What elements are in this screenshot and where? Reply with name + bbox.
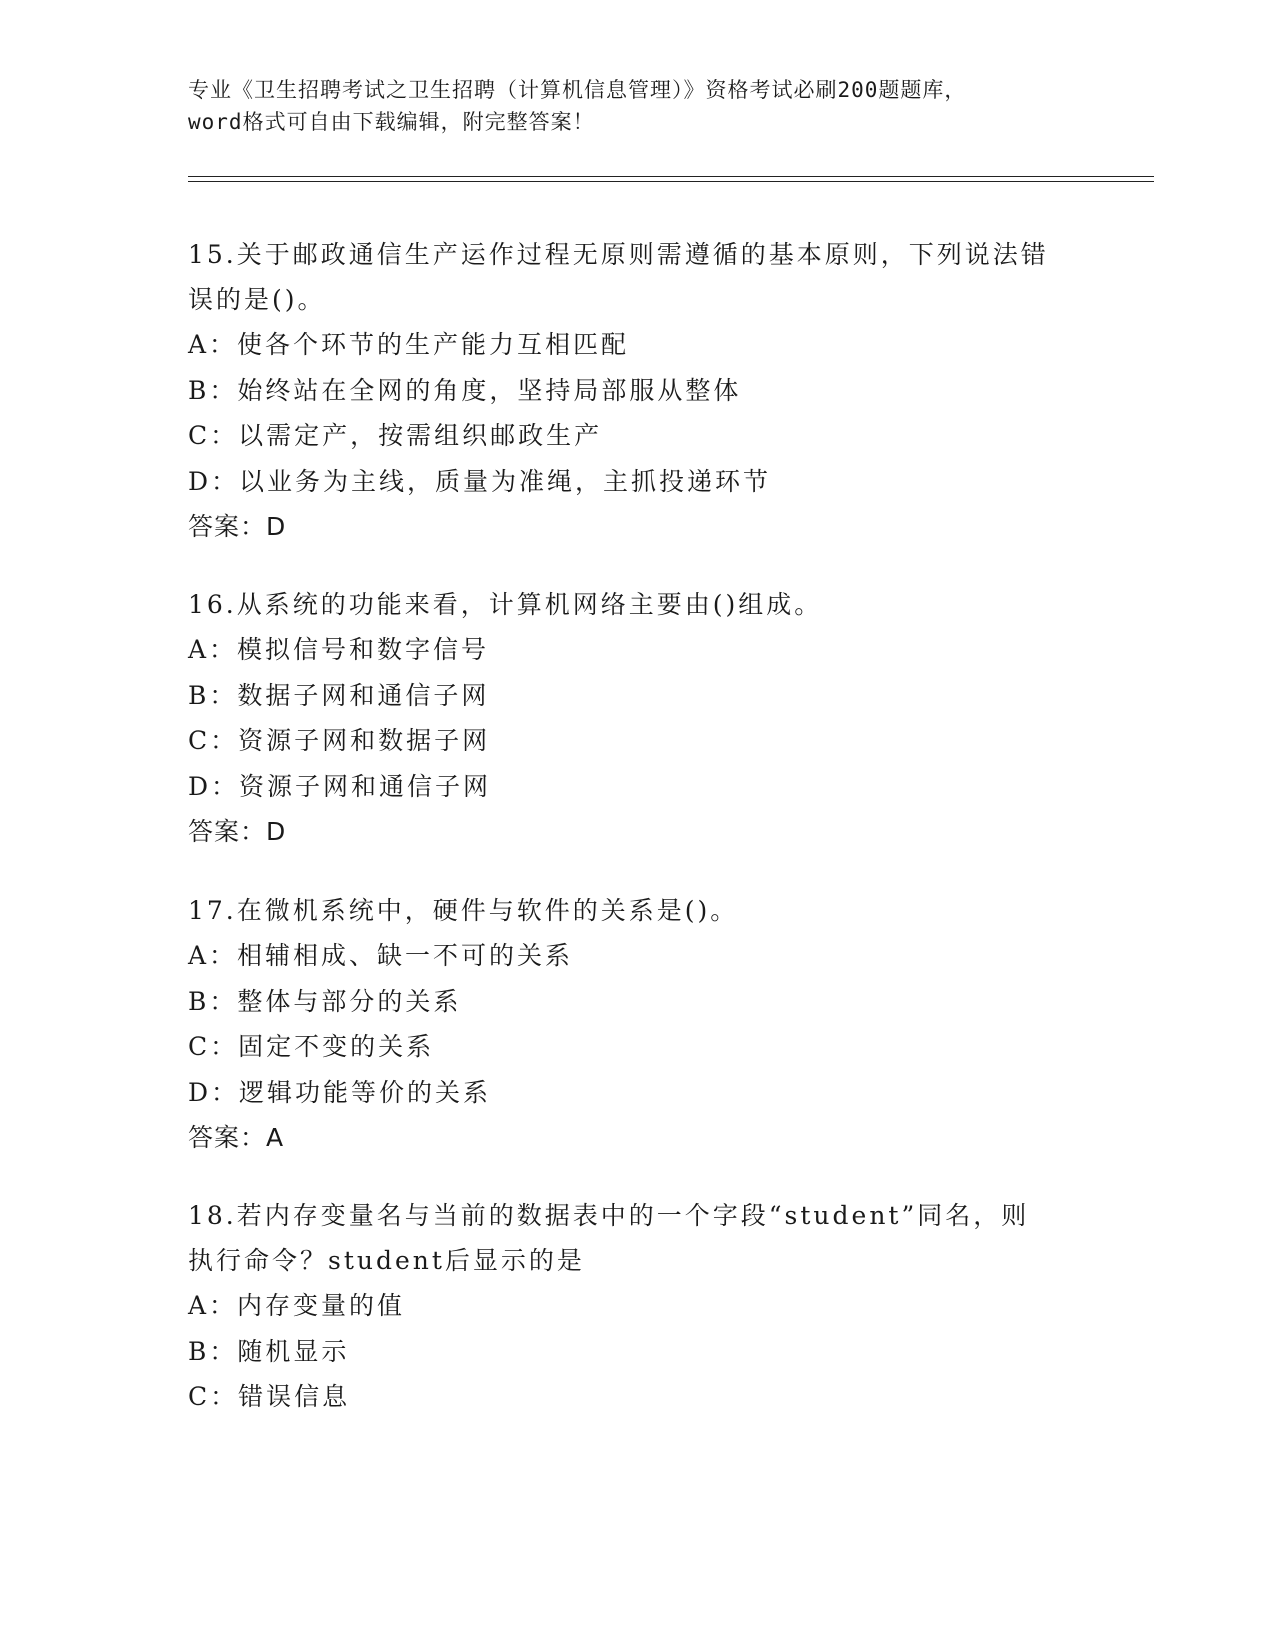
document-header: [188, 74, 1088, 138]
question-stem-line-1: 17.在微机系统中，硬件与软件的关系是()。: [188, 896, 739, 925]
question-stem-line-1: 15.关于邮政通信生产运作过程无原则需遵循的基本原则，下列说法错: [188, 240, 1049, 269]
option-a: A：内存变量的值: [188, 1291, 406, 1320]
option-b: B：数据子网和通信子网: [188, 680, 490, 710]
option-c: C：以需定产，按需组织邮政生产: [188, 421, 603, 450]
question-stem-line-2: 误的是()。: [188, 285, 326, 314]
option-a: A：相辅相成、缺一不可的关系: [188, 941, 574, 970]
question-stem-line-2: 执行命令？student后显示的是: [188, 1246, 585, 1275]
header-line-1: 专业《卫生招聘考试之卫生招聘（计算机信息管理）》资格考试必刷200题题库，: [188, 78, 967, 102]
header-divider-bottom: [188, 181, 1154, 182]
question-18: [188, 1193, 1088, 1420]
option-b: B：始终站在全网的角度，坚持局部服从整体: [188, 375, 742, 405]
option-b: B：随机显示: [188, 1336, 350, 1366]
header-line-2: word格式可自由下载编辑，附完整答案！: [188, 110, 595, 134]
question-15: [188, 232, 1088, 549]
answer: 答案：D: [188, 512, 287, 541]
question-stem-line-1: 16.从系统的功能来看，计算机网络主要由()组成。: [188, 590, 823, 619]
option-a: A：模拟信号和数字信号: [188, 635, 490, 664]
option-c: C：资源子网和数据子网: [188, 726, 491, 755]
question-16: [188, 582, 1088, 854]
question-17: [188, 888, 1088, 1160]
header-divider-top: [188, 176, 1154, 177]
option-c: C：错误信息: [188, 1382, 351, 1411]
option-d: D：逻辑功能等价的关系: [188, 1077, 492, 1107]
option-c: C：固定不变的关系: [188, 1032, 435, 1061]
option-d: D：以业务为主线，质量为准绳，主抓投递环节: [188, 466, 772, 496]
option-a: A：使各个环节的生产能力互相匹配: [188, 330, 630, 359]
option-d: D：资源子网和通信子网: [188, 771, 492, 801]
option-b: B：整体与部分的关系: [188, 986, 462, 1016]
answer: 答案：A: [188, 1123, 285, 1152]
question-stem-line-1: 18.若内存变量名与当前的数据表中的一个字段“student”同名，则: [188, 1201, 1030, 1230]
answer: 答案：D: [188, 817, 287, 846]
